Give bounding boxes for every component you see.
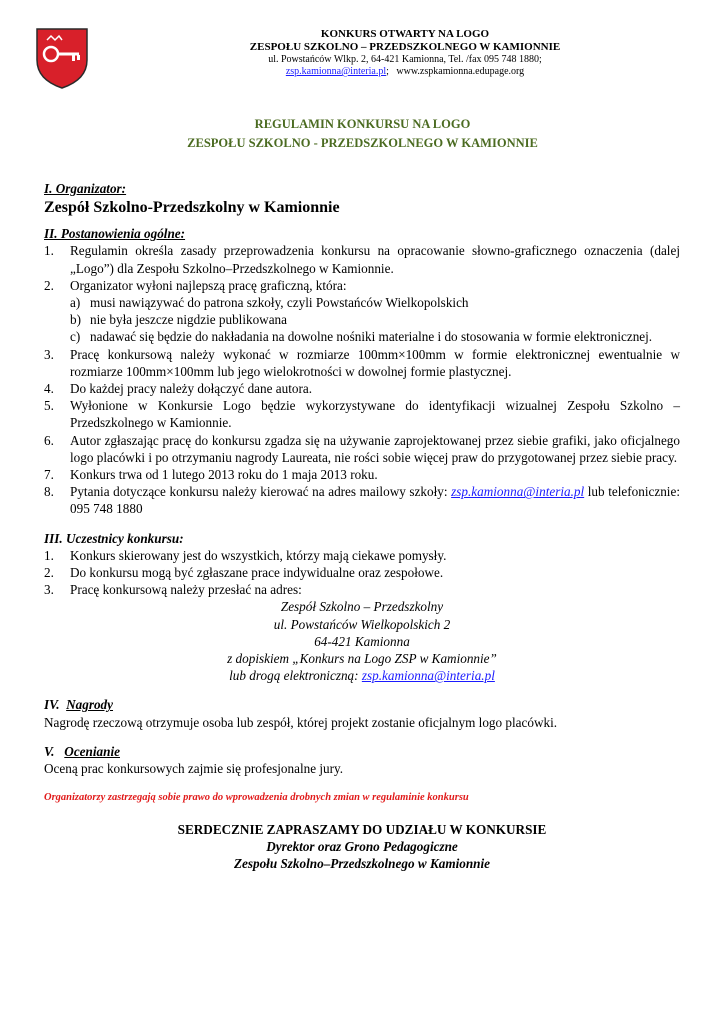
- document-body: [44, 180, 680, 872]
- sub-list-item: b) nie była jeszcze nigdzie publikowana: [70, 312, 288, 328]
- section4-text: Nagrodę rzeczową otrzymuje osoba lub zespół, której projekt zostanie oficjalnym logo placówki.: [44, 714, 558, 730]
- contacts-separator: ;: [386, 66, 389, 77]
- closing-signature-1: Dyrektor oraz Grono Pedagogiczne: [266, 838, 458, 854]
- list-item: 7. Konkurs trwa od 1 lutego 2013 roku do 1 maja 2013 roku.: [44, 467, 378, 483]
- sub-list-item: a) musi nawiązywać do patrona szkoły, czyli Powstańców Wielkopolskich: [70, 295, 469, 311]
- section3-heading: III. Uczestnicy konkursu:: [44, 530, 184, 546]
- letterhead: [150, 28, 660, 78]
- letterhead-contacts: [150, 66, 660, 78]
- letterhead-website: www.zspkamionna.edupage.org: [396, 66, 525, 77]
- list-item: 5. Wyłonione w Konkursie Logo będzie wykorzystywane do identyfikacji wizualnej Zespołu Szkolno – Przedszkolnego w Kamionnie.: [44, 398, 680, 431]
- closing-invitation: SERDECZNIE ZAPRASZAMY DO UDZIAŁU W KONKURSIE: [177, 821, 547, 837]
- list-item: 3. Pracę konkursową należy przesłać na adres:: [44, 582, 302, 598]
- list-item: 4. Do każdej pracy należy dołączyć dane autora.: [44, 381, 313, 397]
- submission-email-link[interactable]: zsp.kamionna@interia.pl: [361, 668, 495, 684]
- list-item: 2. Do konkursu mogą być zgłaszane prace indywidualne oraz zespołowe.: [44, 565, 444, 581]
- letterhead-line2: ZESPOŁU SZKOLNO – PRZEDSZKOLNEGO W KAMIONNIE: [249, 41, 561, 53]
- list-item: 3. Pracę konkursową należy wykonać w rozmiarze 100mm×100mm w formie elektronicznej ewentualnie w rozmiarze 100mm×100mm lub jego wielokrotności w dowolnej formie plastycznej.: [44, 346, 680, 379]
- document-title: [40, 115, 685, 153]
- list-item: 1. Konkurs skierowany jest do wszystkich, którzy mają ciekawe pomysły.: [44, 547, 447, 563]
- postal-address: Zespół Szkolno – Przedszkolny ul. Powstańców Wielkopolskich 2 64-421 Kamionna z dopiskiem „Konkurs na Logo ZSP w Kamionnie” lub drogą elektroniczną: zsp.kamionna@interia.pl: [227, 599, 497, 684]
- contact-email-link[interactable]: zsp.kamionna@interia.pl: [451, 484, 585, 500]
- letterhead-address: ul. Powstańców Wlkp. 2, 64-421 Kamionna, Tel. /fax 095 748 1880;: [268, 54, 542, 65]
- list-item: 8. Pytania dotyczące konkursu należy kierować na adres mailowy szkoły: zsp.kamionna@interia.pl lub telefonicznie: 095 748 1880: [44, 484, 680, 517]
- section5-heading: V. Ocenianie: [44, 743, 120, 759]
- section1-heading: I. Organizator:: [44, 181, 127, 196]
- section5-text: Oceną prac konkursowych zajmie się profesjonalne jury.: [44, 761, 344, 777]
- list-item: 2. Organizator wyłoni najlepszą pracę graficzną, która:: [44, 277, 347, 293]
- sub-list-item: c) nadawać się będzie do nakładania na dowolne nośniki materialne i do stosowania w formie elektronicznej.: [70, 329, 653, 345]
- letterhead-email-link[interactable]: zsp.kamionna@interia.pl: [285, 66, 387, 77]
- title-line1: REGULAMIN KONKURSU NA LOGO: [254, 117, 471, 131]
- organizer-name: Zespół Szkolno-Przedszkolny w Kamionnie: [44, 199, 340, 217]
- section4-heading: IV. Nagrody: [44, 697, 114, 713]
- list-item: 1. Regulamin określa zasady przeprowadzenia konkursu na opracowanie słowno-graficznego oznaczenia (dalej „Logo”) dla Zespołu Szkolno–Przedszkolnego w Kamionnie.: [44, 243, 680, 276]
- coat-of-arms-icon: [34, 26, 90, 90]
- section2-heading: II. Postanowienia ogólne:: [44, 226, 186, 242]
- title-line2: ZESPOŁU SZKOLNO - PRZEDSZKOLNEGO W KAMIONNIE: [187, 136, 538, 150]
- organizer-note: Organizatorzy zastrzegają sobie prawo do wprowadzenia drobnych zmian w regulaminie konkursu: [44, 792, 469, 804]
- closing-signature-2: Zespołu Szkolno–Przedszkolnego w Kamionnie: [233, 855, 491, 871]
- list-item: 6. Autor zgłaszając pracę do konkursu zgadza się na używanie zaprojektowanej przez siebie grafiki, jako oficjalnego logo placówki i po otrzymaniu nagrody Laureata, nie rości sobie więcej praw do przygotowanej przez siebie pracy.: [44, 432, 680, 465]
- letterhead-line1: KONKURS OTWARTY NA LOGO: [320, 28, 490, 40]
- closing-block: [44, 821, 680, 873]
